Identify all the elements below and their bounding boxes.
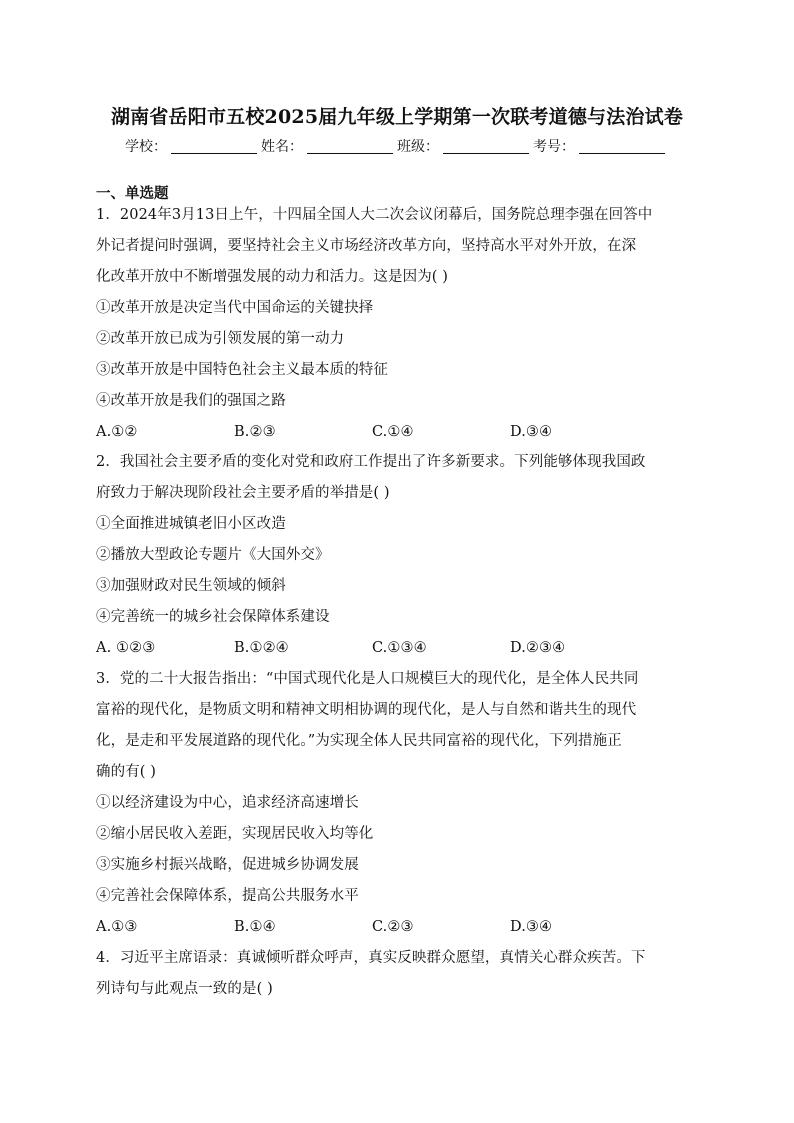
question-stem-line: 化，是走和平发展道路的现代化。”为实现全体人民共同富裕的现代化，下列措施正 <box>96 733 622 749</box>
exam-title: 湖南省岳阳市五校2025届九年级上学期第一次联考道德与法治试卷 <box>110 106 684 128</box>
statement-1: ①全面推进城镇老旧小区改造 <box>96 516 286 532</box>
option-b[interactable]: B.①④ <box>234 919 276 935</box>
question-4 <box>96 943 700 1005</box>
class-field <box>397 136 533 156</box>
class-blank <box>443 139 529 154</box>
question-stem-line: 4．习近平主席语录：真诚倾听群众呼声，真实反映群众愿望，真情关心群众疾苦。下 <box>96 950 646 966</box>
option-b[interactable]: B.②③ <box>234 424 276 440</box>
statement-2: ②播放大型政论专题片《大国外交》 <box>96 547 330 563</box>
question-stem-line: 外记者提问时强调，要坚持社会主义市场经济改革方向，坚持高水平对外开放，在深 <box>96 238 637 254</box>
question-stem-line: 化改革开放中不断增强发展的动力和活力。这是因为( ) <box>96 269 449 285</box>
name-field <box>261 136 397 156</box>
statement-3: ③实施乡村振兴战略，促进城乡协调发展 <box>96 857 359 873</box>
option-c[interactable]: C.②③ <box>372 919 414 935</box>
name-blank <box>307 139 393 154</box>
question-stem-line: 富裕的现代化，是物质文明和精神文明相协调的现代化，是人与自然和谐共生的现代 <box>96 702 637 718</box>
question-2 <box>96 447 700 664</box>
statement-4: ④完善统一的城乡社会保障体系建设 <box>96 609 330 625</box>
statement-2: ②缩小居民收入差距，实现居民收入均等化 <box>96 826 374 842</box>
question-1 <box>96 200 700 448</box>
exam-number-field <box>533 136 669 156</box>
class-label: 班级： <box>397 139 439 155</box>
section-heading: 一、单选题 <box>96 185 169 202</box>
option-a[interactable]: A. ①②③ <box>96 640 156 656</box>
question-stem-line: 2．我国社会主要矛盾的变化对党和政府工作提出了许多新要求。下列能够体现我国政 <box>96 454 646 470</box>
answer-options <box>96 633 700 664</box>
option-a[interactable]: A.①② <box>96 424 138 440</box>
question-3 <box>96 664 700 943</box>
question-stem-line: 确的有( ) <box>96 764 157 780</box>
exam-number-label: 考号： <box>533 139 575 155</box>
question-stem-line: 府致力于解决现阶段社会主要矛盾的举措是( ) <box>96 485 390 501</box>
answer-options <box>96 912 700 943</box>
option-a[interactable]: A.①③ <box>96 919 138 935</box>
option-d[interactable]: D.②③④ <box>510 640 566 656</box>
statement-4: ④改革开放是我们的强国之路 <box>96 393 286 409</box>
school-field <box>125 136 261 156</box>
exam-number-blank <box>579 139 665 154</box>
option-c[interactable]: C.①③④ <box>372 640 427 656</box>
statement-1: ①改革开放是决定当代中国命运的关键抉择 <box>96 300 374 316</box>
option-b[interactable]: B.①②④ <box>234 640 289 656</box>
question-stem-line: 列诗句与此观点一致的是( ) <box>96 981 273 997</box>
answer-options <box>96 417 700 448</box>
statement-2: ②改革开放已成为引领发展的第一动力 <box>96 331 345 347</box>
option-c[interactable]: C.①④ <box>372 424 414 440</box>
option-d[interactable]: D.③④ <box>510 424 553 440</box>
option-d[interactable]: D.③④ <box>510 919 553 935</box>
question-stem-line: 1．2024年3月13日上午，十四届全国人大二次会议闭幕后，国务院总理李强在回答中 <box>96 207 653 223</box>
question-stem-line: 3．党的二十大报告指出：“中国式现代化是人口规模巨大的现代化，是全体人民共同 <box>96 671 639 687</box>
name-label: 姓名： <box>261 139 303 155</box>
statement-3: ③加强财政对民生领域的倾斜 <box>96 578 286 594</box>
school-blank <box>171 139 257 154</box>
statement-4: ④完善社会保障体系，提高公共服务水平 <box>96 888 359 904</box>
school-label: 学校： <box>125 139 167 155</box>
statement-3: ③改革开放是中国特色社会主义最本质的特征 <box>96 362 388 378</box>
student-info-line <box>0 136 794 156</box>
statement-1: ①以经济建设为中心，追求经济高速增长 <box>96 795 359 811</box>
